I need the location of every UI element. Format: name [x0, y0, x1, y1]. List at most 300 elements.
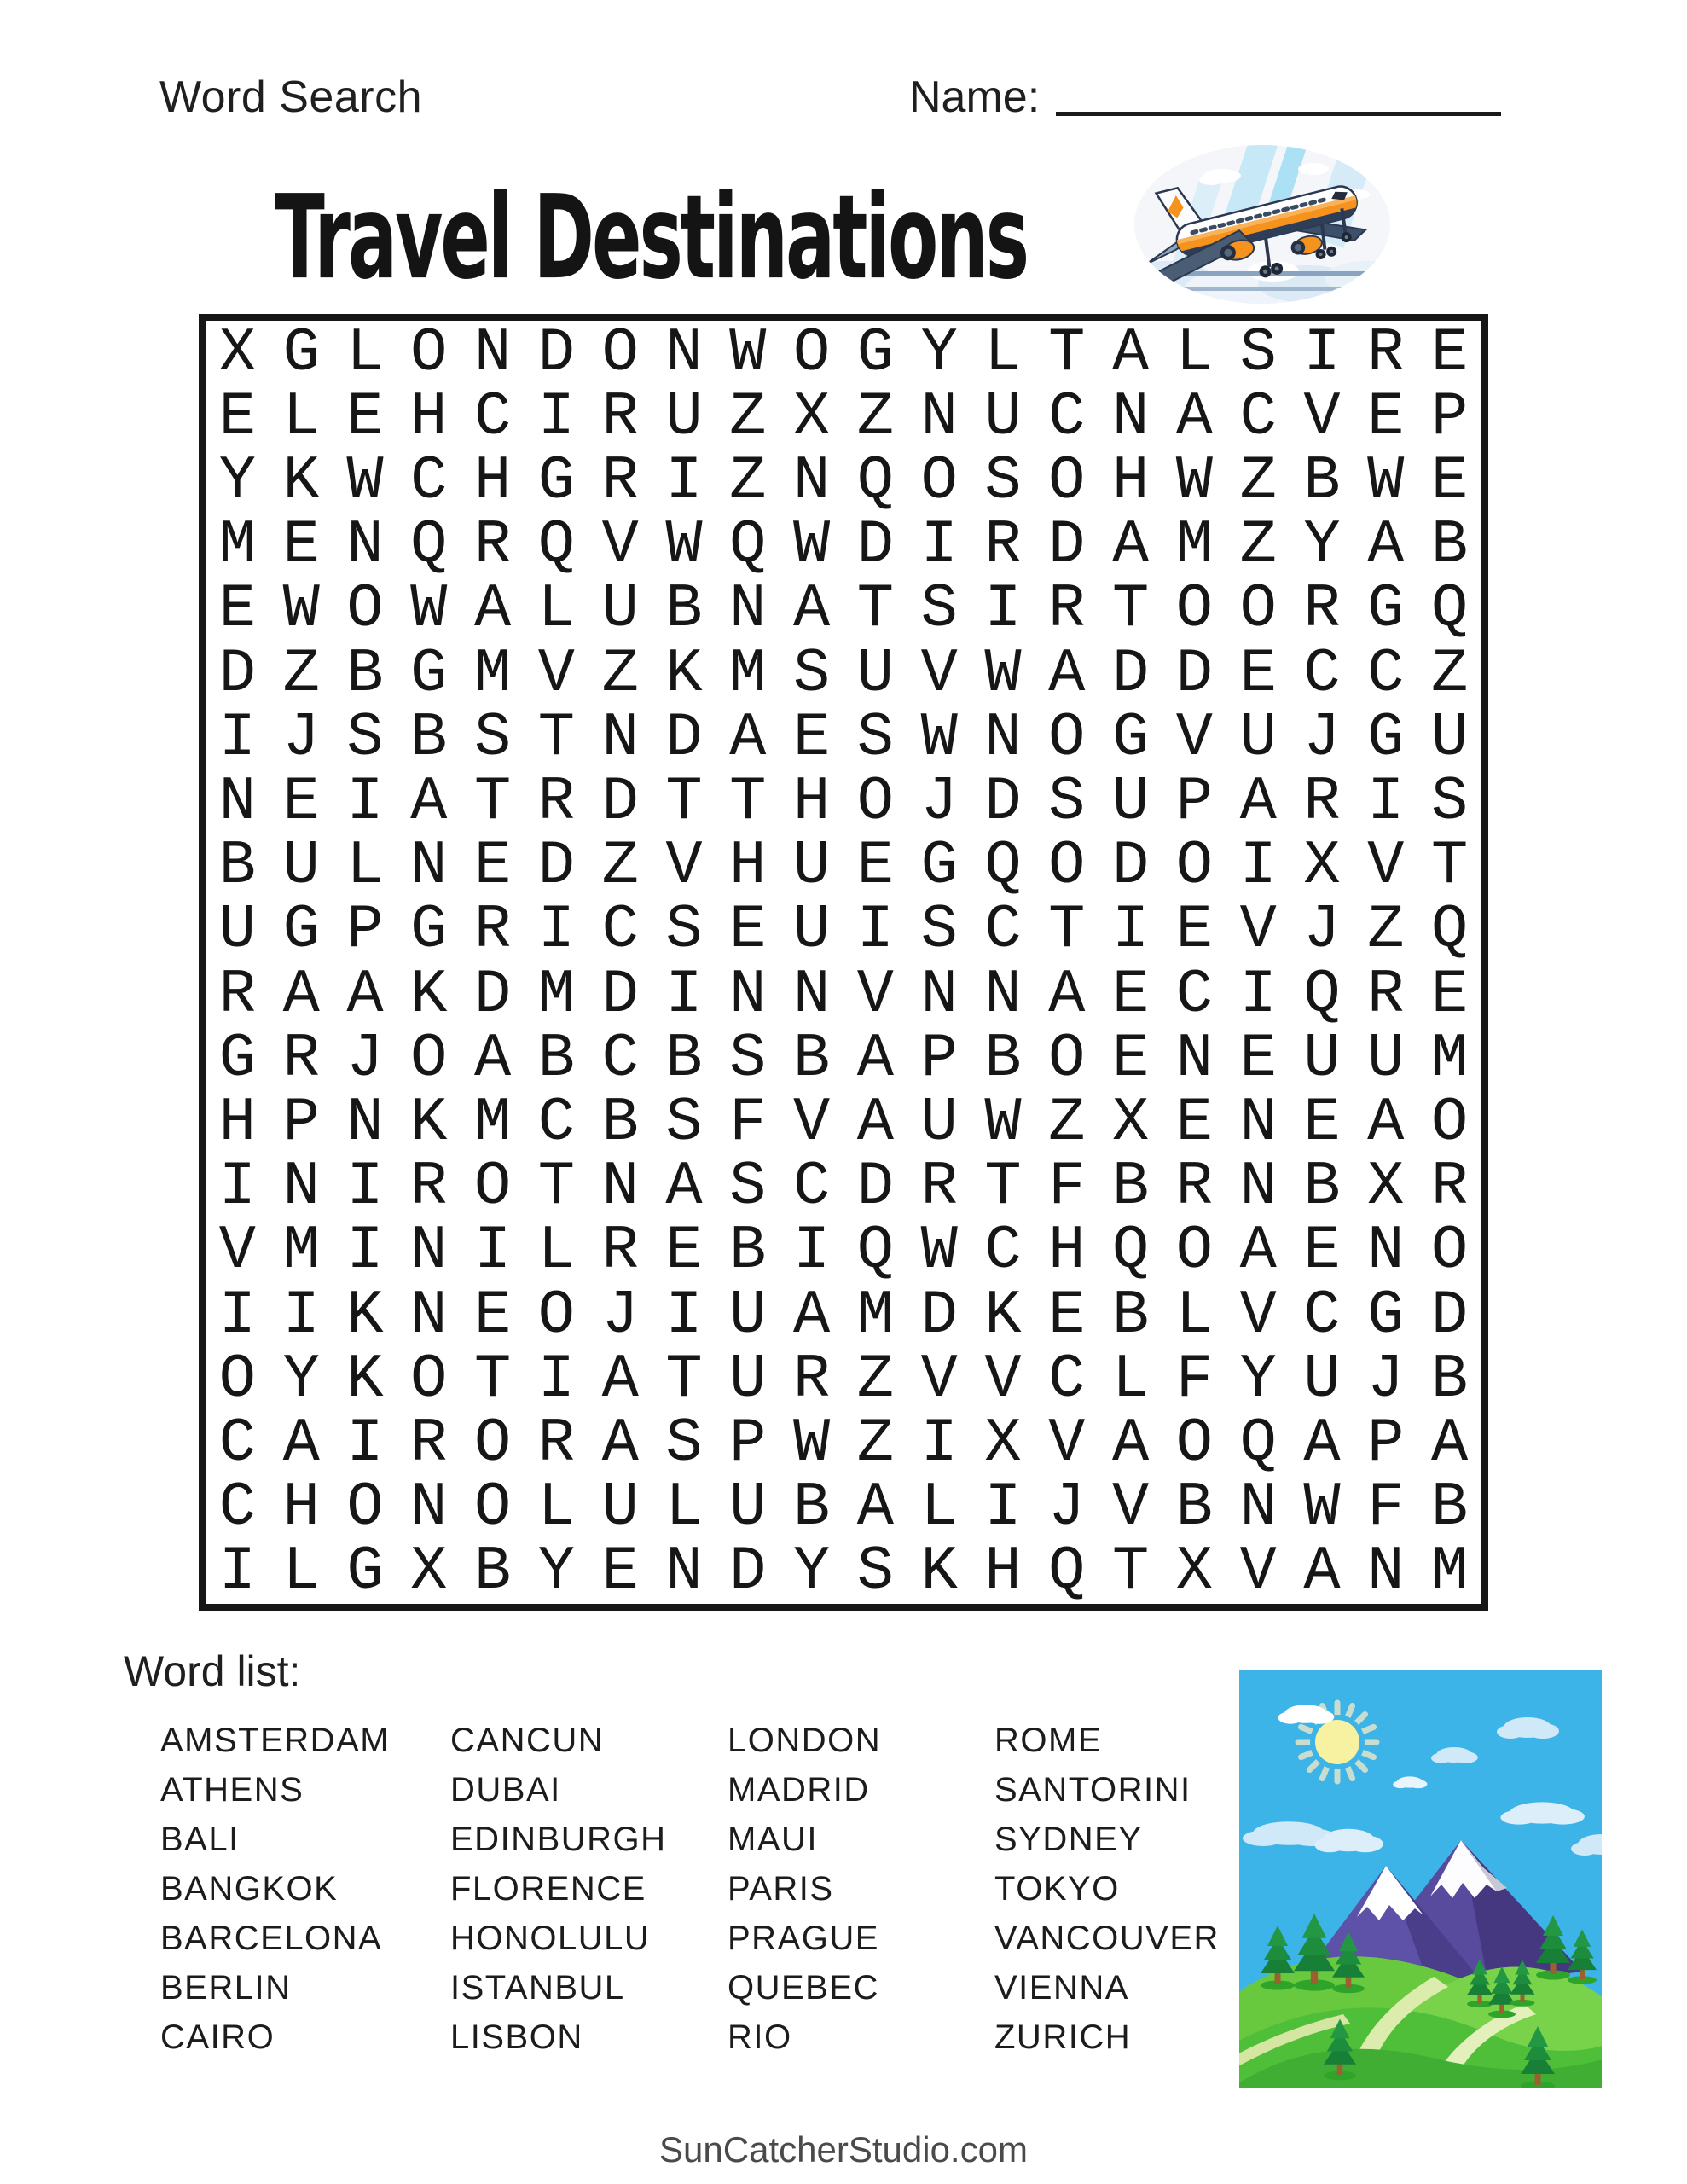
grid-cell: U	[282, 831, 320, 902]
grid-cell: A	[346, 959, 384, 1030]
grid-cell: R	[601, 445, 639, 516]
grid-cell: S	[920, 574, 958, 645]
grid-cell: G	[282, 895, 320, 966]
grid-cell: E	[601, 1536, 639, 1607]
grid-cell: Z	[1367, 895, 1405, 966]
grid-cell: B	[1430, 1344, 1469, 1414]
grid-cell: O	[856, 766, 894, 837]
grid-cell: P	[1430, 381, 1469, 452]
grid-cell: W	[792, 510, 831, 581]
grid-cell: K	[346, 1280, 384, 1350]
grid-cell: X	[1175, 1536, 1213, 1607]
grid-cell: S	[346, 702, 384, 773]
grid-cell: I	[537, 895, 575, 966]
grid-cell: V	[218, 1216, 256, 1287]
grid-cell: A	[1367, 1087, 1405, 1158]
grid-cell: A	[1111, 510, 1150, 581]
grid-cell: E	[1430, 317, 1469, 388]
grid-cell: T	[1111, 1536, 1150, 1607]
word-list-item: ISTANBUL	[450, 1969, 625, 2007]
grid-cell: R	[792, 1344, 831, 1414]
grid-cell: T	[984, 1152, 1022, 1223]
grid-cell: R	[1430, 1152, 1469, 1223]
grid-cell: B	[1303, 1152, 1341, 1223]
grid-cell: N	[1239, 1472, 1277, 1543]
grid-cell: A	[601, 1344, 639, 1414]
grid-cell: N	[282, 1152, 320, 1223]
grid-cell: N	[346, 1087, 384, 1158]
grid-cell: U	[729, 1280, 767, 1350]
grid-cell: I	[282, 1280, 320, 1350]
grid-cell: A	[1239, 766, 1277, 837]
grid-cell: C	[218, 1408, 256, 1478]
grid-cell: Q	[1430, 574, 1469, 645]
grid-cell: Q	[984, 831, 1022, 902]
grid-cell: C	[984, 895, 1022, 966]
grid-cell: S	[984, 445, 1022, 516]
grid-cell: A	[1303, 1536, 1341, 1607]
grid-cell: V	[792, 1087, 831, 1158]
grid-cell: R	[601, 381, 639, 452]
site-credit: SunCatcherStudio.com	[659, 2129, 1028, 2169]
grid-cell: N	[665, 1536, 703, 1607]
grid-cell: V	[984, 1344, 1022, 1414]
grid-cell: E	[856, 831, 894, 902]
grid-cell: E	[665, 1216, 703, 1287]
grid-cell: D	[1111, 831, 1150, 902]
grid-cell: R	[410, 1152, 448, 1223]
grid-cell: I	[665, 1280, 703, 1350]
grid-cell: W	[1303, 1472, 1341, 1543]
grid-cell: Z	[856, 381, 894, 452]
grid-cell: Q	[856, 1216, 894, 1287]
word-list-item: BANGKOK	[160, 1870, 339, 1908]
grid-cell: U	[856, 638, 894, 709]
grid-cell: Q	[1430, 895, 1469, 966]
grid-cell: A	[1048, 638, 1086, 709]
grid-cell: G	[218, 1023, 256, 1094]
grid-cell: E	[729, 895, 767, 966]
grid-cell: P	[729, 1408, 767, 1478]
grid-cell: C	[984, 1216, 1022, 1287]
grid-cell: A	[1175, 381, 1213, 452]
grid-cell: O	[410, 1023, 448, 1094]
grid-cell: E	[1111, 1023, 1150, 1094]
grid-cell: N	[346, 510, 384, 581]
grid-cell: N	[729, 959, 767, 1030]
grid-cell: R	[537, 1408, 575, 1478]
grid-cell: M	[282, 1216, 320, 1287]
word-list-item: MAUI	[728, 1821, 818, 1858]
grid-cell: I	[665, 445, 703, 516]
grid-cell: T	[665, 766, 703, 837]
grid-cell: H	[729, 831, 767, 902]
grid-cell: Q	[1111, 1216, 1150, 1287]
grid-cell: T	[1048, 317, 1086, 388]
grid-cell: O	[1175, 831, 1213, 902]
grid-cell: N	[920, 959, 958, 1030]
grid-cell: W	[984, 1087, 1022, 1158]
grid-cell: U	[729, 1344, 767, 1414]
grid-cell: S	[665, 1408, 703, 1478]
grid-cell: M	[1175, 510, 1213, 581]
grid-cell: E	[1303, 1216, 1341, 1287]
grid-cell: U	[601, 574, 639, 645]
grid-cell: G	[1367, 702, 1405, 773]
grid-cell: D	[1430, 1280, 1469, 1350]
grid-cell: G	[920, 831, 958, 902]
grid-cell: A	[792, 1280, 831, 1350]
grid-cell: M	[218, 510, 256, 581]
grid-cell: A	[282, 959, 320, 1030]
grid-cell: Z	[1430, 638, 1469, 709]
grid-cell: D	[218, 638, 256, 709]
grid-cell: G	[1367, 1280, 1405, 1350]
grid-cell: O	[1239, 574, 1277, 645]
grid-cell: W	[410, 574, 448, 645]
grid-cell: H	[218, 1087, 256, 1158]
grid-cell: W	[665, 510, 703, 581]
grid-cell: I	[473, 1216, 512, 1287]
word-list-item: MADRID	[728, 1771, 870, 1809]
grid-cell: E	[473, 831, 512, 902]
grid-cell: Q	[537, 510, 575, 581]
grid-cell: D	[601, 959, 639, 1030]
name-fill-in-line[interactable]	[1056, 112, 1501, 116]
grid-cell: V	[537, 638, 575, 709]
grid-cell: R	[410, 1408, 448, 1478]
grid-cell: X	[1303, 831, 1341, 902]
grid-cell: W	[729, 317, 767, 388]
grid-cell: O	[473, 1408, 512, 1478]
word-list-item: VIENNA	[994, 1969, 1129, 2007]
word-list-column	[994, 1716, 1220, 2062]
grid-cell: Q	[729, 510, 767, 581]
grid-cell: V	[920, 1344, 958, 1414]
grid-cell: U	[1430, 702, 1469, 773]
grid-cell: G	[410, 638, 448, 709]
grid-cell: O	[346, 1472, 384, 1543]
grid-cell: E	[1367, 381, 1405, 452]
word-list-item: LISBON	[450, 2018, 583, 2056]
grid-cell: V	[1239, 1536, 1277, 1607]
grid-cell: I	[920, 1408, 958, 1478]
grid-cell: N	[792, 445, 831, 516]
grid-cell: C	[1048, 1344, 1086, 1414]
grid-cell: N	[1239, 1152, 1277, 1223]
grid-cell: W	[792, 1408, 831, 1478]
grid-cell: O	[410, 1344, 448, 1414]
grid-cell: I	[346, 1152, 384, 1223]
grid-cell: E	[1430, 959, 1469, 1030]
grid-cell: Z	[729, 381, 767, 452]
grid-cell: J	[282, 702, 320, 773]
grid-cell: T	[856, 574, 894, 645]
grid-cell: Y	[1239, 1344, 1277, 1414]
grid-cell: O	[1430, 1087, 1469, 1158]
grid-cell: H	[984, 1536, 1022, 1607]
word-list-item: PARIS	[728, 1870, 834, 1908]
grid-cell: E	[282, 766, 320, 837]
grid-cell: I	[218, 1536, 256, 1607]
grid-cell: A	[473, 574, 512, 645]
grid-cell: E	[218, 574, 256, 645]
grid-cell: E	[1175, 1087, 1213, 1158]
grid-cell: G	[410, 895, 448, 966]
grid-cell: R	[537, 766, 575, 837]
grid-cell: M	[1430, 1536, 1469, 1607]
word-list-item: SANTORINI	[994, 1771, 1191, 1809]
grid-cell: H	[473, 445, 512, 516]
grid-cell: B	[218, 831, 256, 902]
grid-cell: K	[665, 638, 703, 709]
grid-cell: R	[1367, 959, 1405, 1030]
grid-cell: I	[1239, 959, 1277, 1030]
grid-cell: C	[601, 1023, 639, 1094]
grid-cell: B	[792, 1472, 831, 1543]
grid-cell: S	[665, 1087, 703, 1158]
grid-cell: B	[537, 1023, 575, 1094]
grid-cell: E	[346, 381, 384, 452]
grid-cell: O	[792, 317, 831, 388]
grid-cell: I	[984, 1472, 1022, 1543]
grid-cell: B	[1111, 1152, 1150, 1223]
grid-cell: N	[665, 317, 703, 388]
grid-cell: C	[218, 1472, 256, 1543]
grid-cell: L	[537, 1216, 575, 1287]
grid-cell: U	[601, 1472, 639, 1543]
word-list-item: BARCELONA	[160, 1920, 383, 1957]
grid-cell: A	[1430, 1408, 1469, 1478]
grid-cell: L	[1175, 1280, 1213, 1350]
grid-cell: M	[473, 1087, 512, 1158]
grid-cell: A	[1111, 1408, 1150, 1478]
grid-cell: V	[856, 959, 894, 1030]
grid-cell: R	[1303, 574, 1341, 645]
grid-cell: J	[346, 1023, 384, 1094]
grid-cell: N	[473, 317, 512, 388]
grid-cell: L	[665, 1472, 703, 1543]
grid-cell: B	[665, 1023, 703, 1094]
grid-cell: S	[856, 1536, 894, 1607]
grid-cell: Z	[1239, 510, 1277, 581]
grid-cell: L	[346, 317, 384, 388]
grid-cell: L	[346, 831, 384, 902]
grid-cell: F	[729, 1087, 767, 1158]
grid-cell: U	[1303, 1344, 1341, 1414]
grid-cell: W	[346, 445, 384, 516]
grid-cell: N	[1367, 1536, 1405, 1607]
grid-cell: L	[282, 381, 320, 452]
grid-cell: P	[920, 1023, 958, 1094]
grid-cell: A	[856, 1087, 894, 1158]
grid-cell: C	[1048, 381, 1086, 452]
grid-cell: K	[410, 959, 448, 1030]
grid-cell: G	[856, 317, 894, 388]
grid-cell: R	[1048, 574, 1086, 645]
grid-cell: I	[1303, 317, 1341, 388]
grid-cell: G	[1111, 702, 1150, 773]
grid-cell: R	[984, 510, 1022, 581]
page-title: Travel Destinations	[275, 171, 1028, 306]
grid-cell: W	[984, 638, 1022, 709]
grid-cell: O	[1175, 1408, 1213, 1478]
grid-cell: L	[282, 1536, 320, 1607]
grid-cell: J	[1048, 1472, 1086, 1543]
grid-cell: S	[1430, 766, 1469, 837]
grid-cell: C	[537, 1087, 575, 1158]
grid-cell: O	[1048, 702, 1086, 773]
grid-cell: L	[1175, 317, 1213, 388]
grid-cell: D	[473, 959, 512, 1030]
grid-cell: C	[1175, 959, 1213, 1030]
grid-cell: I	[218, 1152, 256, 1223]
grid-cell: I	[792, 1216, 831, 1287]
grid-cell: O	[218, 1344, 256, 1414]
word-list-item: CANCUN	[450, 1722, 605, 1759]
grid-cell: U	[729, 1472, 767, 1543]
grid-cell: O	[410, 317, 448, 388]
grid-cell: J	[920, 766, 958, 837]
grid-cell: N	[1175, 1023, 1213, 1094]
grid-cell: Z	[601, 638, 639, 709]
word-list-item: CAIRO	[160, 2018, 275, 2056]
grid-cell: F	[1175, 1344, 1213, 1414]
grid-cell: G	[282, 317, 320, 388]
grid-cell: T	[537, 1152, 575, 1223]
grid-cell: I	[346, 1216, 384, 1287]
word-search-grid-frame	[199, 314, 1488, 1611]
word-list-item: VANCOUVER	[994, 1920, 1220, 1957]
grid-cell: D	[856, 1152, 894, 1223]
grid-cell: K	[410, 1087, 448, 1158]
grid-cell: O	[473, 1152, 512, 1223]
grid-cell: J	[1367, 1344, 1405, 1414]
grid-cell: L	[537, 1472, 575, 1543]
grid-cell: S	[1048, 766, 1086, 837]
grid-cell: B	[729, 1216, 767, 1287]
word-list-item: ZURICH	[994, 2018, 1132, 2056]
grid-cell: U	[920, 1087, 958, 1158]
grid-cell: D	[1175, 638, 1213, 709]
grid-cell: D	[1048, 510, 1086, 581]
grid-cell: B	[1111, 1280, 1150, 1350]
grid-cell: W	[1367, 445, 1405, 516]
grid-cell: B	[1430, 510, 1469, 581]
grid-cell: Z	[601, 831, 639, 902]
word-list-column	[160, 1716, 390, 2062]
grid-cell: N	[218, 766, 256, 837]
grid-cell: L	[537, 574, 575, 645]
grid-cell: R	[1367, 317, 1405, 388]
grid-cell: N	[410, 1216, 448, 1287]
grid-cell: A	[1239, 1216, 1277, 1287]
grid-cell: R	[473, 895, 512, 966]
grid-cell: B	[1430, 1472, 1469, 1543]
grid-cell: V	[1367, 831, 1405, 902]
word-list-item: SYDNEY	[994, 1821, 1143, 1858]
grid-cell: U	[1367, 1023, 1405, 1094]
grid-cell: S	[856, 702, 894, 773]
grid-cell: O	[346, 574, 384, 645]
word-list-heading: Word list:	[124, 1647, 301, 1695]
word-list-item: PRAGUE	[728, 1920, 879, 1957]
grid-cell: D	[537, 317, 575, 388]
grid-cell: O	[1048, 1023, 1086, 1094]
grid-cell: A	[410, 766, 448, 837]
grid-cell: P	[1367, 1408, 1405, 1478]
grid-cell: P	[1175, 766, 1213, 837]
grid-cell: M	[856, 1280, 894, 1350]
grid-cell: A	[792, 574, 831, 645]
grid-cell: Z	[1239, 445, 1277, 516]
grid-cell: B	[1175, 1472, 1213, 1543]
grid-cell: D	[1111, 638, 1150, 709]
grid-cell: A	[473, 1023, 512, 1094]
grid-cell: D	[537, 831, 575, 902]
word-search-grid	[206, 317, 1481, 1607]
grid-cell: M	[473, 638, 512, 709]
grid-cell: F	[1048, 1152, 1086, 1223]
grid-cell: X	[218, 317, 256, 388]
grid-cell: A	[1303, 1408, 1341, 1478]
grid-cell: H	[1048, 1216, 1086, 1287]
grid-cell: S	[665, 895, 703, 966]
grid-cell: R	[601, 1216, 639, 1287]
grid-cell: E	[282, 510, 320, 581]
grid-cell: I	[856, 895, 894, 966]
grid-cell: T	[473, 766, 512, 837]
word-list-item: AMSTERDAM	[160, 1722, 391, 1759]
grid-cell: N	[792, 959, 831, 1030]
grid-cell: A	[601, 1408, 639, 1478]
grid-cell: R	[920, 1152, 958, 1223]
grid-cell: G	[1367, 574, 1405, 645]
grid-cell: Z	[856, 1344, 894, 1414]
grid-cell: A	[1367, 510, 1405, 581]
grid-cell: K	[920, 1536, 958, 1607]
grid-cell: S	[920, 895, 958, 966]
grid-cell: T	[473, 1344, 512, 1414]
grid-cell: S	[729, 1152, 767, 1223]
grid-cell: I	[1239, 831, 1277, 902]
grid-cell: D	[984, 766, 1022, 837]
word-list-item: EDINBURGH	[450, 1821, 667, 1858]
grid-cell: X	[792, 381, 831, 452]
grid-cell: H	[282, 1472, 320, 1543]
grid-cell: X	[1367, 1152, 1405, 1223]
grid-cell: Y	[1303, 510, 1341, 581]
grid-cell: C	[1239, 381, 1277, 452]
grid-cell: N	[410, 1472, 448, 1543]
grid-cell: B	[1303, 445, 1341, 516]
grid-cell: Q	[410, 510, 448, 581]
grid-cell: B	[984, 1023, 1022, 1094]
grid-cell: X	[410, 1536, 448, 1607]
grid-cell: O	[601, 317, 639, 388]
grid-cell: M	[729, 638, 767, 709]
grid-cell: N	[729, 574, 767, 645]
grid-cell: E	[473, 1280, 512, 1350]
grid-cell: L	[1111, 1344, 1150, 1414]
grid-cell: H	[410, 381, 448, 452]
grid-cell: A	[729, 702, 767, 773]
grid-cell: T	[665, 1344, 703, 1414]
grid-cell: W	[282, 574, 320, 645]
word-list-column	[450, 1716, 667, 2062]
grid-cell: V	[1175, 702, 1213, 773]
grid-cell: E	[1048, 1280, 1086, 1350]
